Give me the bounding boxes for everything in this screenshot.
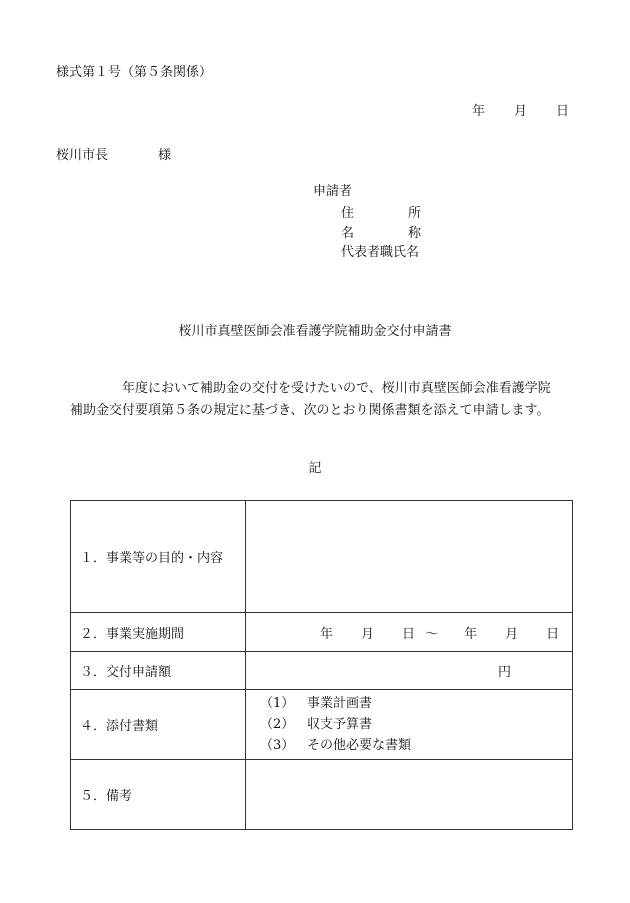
body-text-line1: 年度において補助金の交付を受けたいので、桜川市真壁医師会准看護学院 <box>122 381 551 396</box>
date-day: 日 <box>556 104 570 119</box>
application-table <box>70 500 573 830</box>
addressee-honorific: 様 <box>158 148 172 163</box>
date-line <box>472 105 569 118</box>
applicant-label: 申請者 <box>313 184 353 199</box>
row-label-amount: ３．交付申請額 <box>71 652 246 690</box>
period-end-day: 日 <box>546 626 560 642</box>
body-text-line2: 補助金交付要項第５条の規定に基づき、次のとおり関係書類を添えて申請します。 <box>70 403 550 418</box>
row-label-attachments: ４．添付書類 <box>71 690 246 760</box>
period-value-cell[interactable] <box>246 613 573 652</box>
amount-value-cell[interactable] <box>246 652 573 690</box>
remarks-value-cell[interactable] <box>246 760 573 830</box>
yen-unit: 円 <box>498 665 512 680</box>
period-start-day: 日 <box>402 626 416 642</box>
row-label-period: ２．事業実施期間 <box>71 613 246 652</box>
attachment-item: （1） 事業計画書 <box>260 696 373 711</box>
attachment-item: （3） その他必要な書類 <box>260 738 412 753</box>
date-year: 年 <box>472 104 486 119</box>
table-row <box>71 760 573 830</box>
period-end-month: 月 <box>505 626 519 642</box>
attachments-cell <box>246 690 573 760</box>
table-row <box>71 652 573 690</box>
document-title: 桜川市真壁医師会准看護学院補助金交付申請書 <box>178 324 452 339</box>
row-label-purpose: １．事業等の目的・内容 <box>71 501 246 613</box>
period-start-year: 年 <box>320 626 334 642</box>
applicant-address-label: 住所 <box>341 206 421 221</box>
form-number: 様式第１号（第５条関係） <box>56 65 213 80</box>
attachment-item: （2） 収支予算書 <box>260 717 373 732</box>
row-label-remarks: ５．備考 <box>71 760 246 830</box>
table-row <box>71 613 573 652</box>
applicant-name-label: 名称 <box>341 226 421 241</box>
table-row <box>71 501 573 613</box>
addressee <box>56 149 171 162</box>
table-row <box>71 690 573 760</box>
date-month: 月 <box>514 104 528 119</box>
applicant-representative-label: 代表者職氏名 <box>341 245 420 260</box>
ki-heading: 記 <box>308 461 322 476</box>
period-start-month: 月 <box>361 626 375 642</box>
period-tilde: ～ <box>425 626 439 642</box>
addressee-name: 桜川市長 <box>56 148 109 163</box>
period-end-year: 年 <box>464 626 478 642</box>
purpose-value-cell[interactable] <box>246 501 573 613</box>
